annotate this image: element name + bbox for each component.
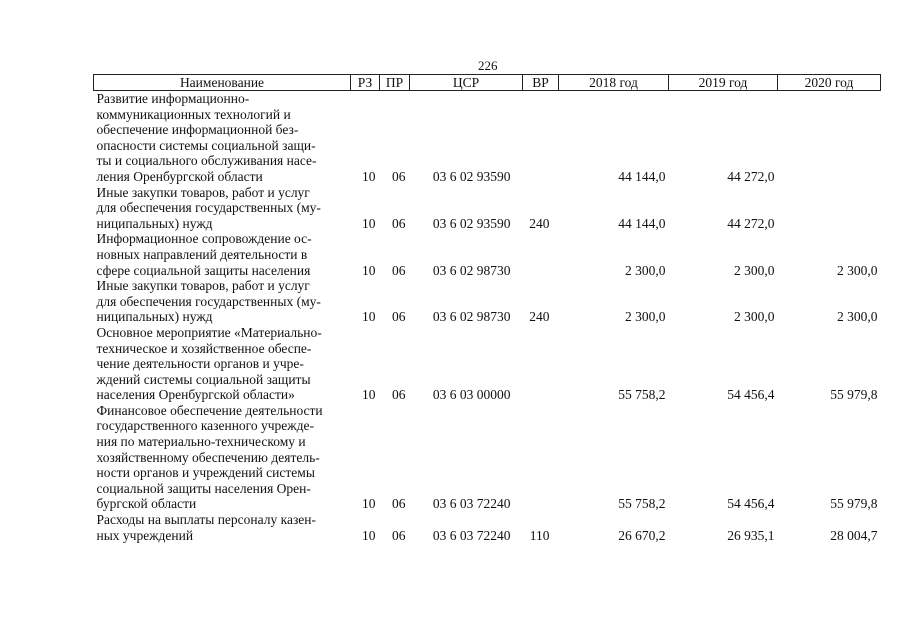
row-name-line: чение деятельности органов и учре- xyxy=(96,356,304,372)
row-2020: 2 300,0 xyxy=(837,262,878,278)
row-name-line: государственного казенного учрежде- xyxy=(96,418,314,434)
row-name-line: Основное мероприятие «Материально- xyxy=(96,324,322,340)
row-csr: 03 6 02 93590 xyxy=(432,168,511,184)
row-rz: 10 xyxy=(362,496,376,512)
row-2019: 44 272,0 xyxy=(727,168,775,184)
table-row xyxy=(94,231,881,278)
row-csr: 03 6 02 98730 xyxy=(432,262,511,278)
row-pr: 06 xyxy=(392,387,406,403)
row-name-line: Иные закупки товаров, работ и услуг xyxy=(96,184,310,200)
table-body xyxy=(94,91,881,544)
row-2019: 54 456,4 xyxy=(727,387,775,403)
row-pr: 06 xyxy=(392,527,406,543)
row-name-line: коммуникационных технологий и xyxy=(96,106,291,122)
row-name-line: Информационное сопровождение ос- xyxy=(96,231,312,247)
row-2020 xyxy=(778,185,881,232)
row-pr: 06 xyxy=(392,262,406,278)
row-rz: 10 xyxy=(362,168,376,184)
row-name-line: хозяйственному обеспечению деятель- xyxy=(96,449,320,465)
row-name-line: техническое и хозяйственное обеспе- xyxy=(96,340,312,356)
header-pr: ПР xyxy=(380,75,410,91)
row-name-line: ных учреждений xyxy=(96,527,194,543)
table-row xyxy=(94,403,881,512)
row-name-line: опасности системы социальной защи- xyxy=(96,137,316,153)
row-name-line: ления Оренбургской области xyxy=(96,168,263,184)
row-name-line: населения Оренбургской области» xyxy=(96,387,295,403)
row-pr: 06 xyxy=(392,168,406,184)
row-name-line: ждений системы социальной защиты xyxy=(96,371,311,387)
row-vr: 240 xyxy=(529,309,550,325)
row-2019: 2 300,0 xyxy=(734,309,775,325)
header-csr: ЦСР xyxy=(410,75,523,91)
row-name xyxy=(94,512,351,543)
row-name-line: ния по материально-техническому и xyxy=(96,434,306,450)
header-2020: 2020 год xyxy=(778,75,881,91)
row-2020: 55 979,8 xyxy=(830,496,878,512)
row-name-line: Иные закупки товаров, работ и услуг xyxy=(96,278,310,294)
header-2019: 2019 год xyxy=(669,75,778,91)
header-rz: РЗ xyxy=(351,75,380,91)
row-vr xyxy=(523,231,559,278)
row-rz: 10 xyxy=(362,309,376,325)
row-2018: 44 144,0 xyxy=(618,168,666,184)
row-name-line: для обеспечения государственных (му- xyxy=(96,200,321,216)
row-2020: 2 300,0 xyxy=(837,309,878,325)
row-2018: 55 758,2 xyxy=(618,387,666,403)
row-csr: 03 6 02 98730 xyxy=(432,309,511,325)
row-csr: 03 6 02 93590 xyxy=(432,215,511,231)
row-pr: 06 xyxy=(392,215,406,231)
row-name xyxy=(94,278,351,325)
row-pr: 06 xyxy=(392,496,406,512)
row-name-line: бургской области xyxy=(96,496,197,512)
row-name-line: обеспечение информационной без- xyxy=(96,122,299,138)
row-name xyxy=(94,91,351,185)
row-pr: 06 xyxy=(392,309,406,325)
row-2018: 26 670,2 xyxy=(618,527,666,543)
row-2019: 2 300,0 xyxy=(734,262,775,278)
row-rz: 10 xyxy=(362,527,376,543)
row-2020 xyxy=(778,91,881,185)
row-vr: 240 xyxy=(529,215,550,231)
row-2019: 54 456,4 xyxy=(727,496,775,512)
row-name-line: новных направлений деятельности в xyxy=(96,246,308,262)
row-name-line: ниципальных) нужд xyxy=(96,309,213,325)
row-name-line: Развитие информационно- xyxy=(96,91,250,106)
row-name xyxy=(94,231,351,278)
header-2018: 2018 год xyxy=(559,75,669,91)
row-2019: 26 935,1 xyxy=(727,527,775,543)
table-row xyxy=(94,278,881,325)
table-row xyxy=(94,512,881,543)
row-vr xyxy=(523,91,559,185)
row-name-line: Расходы на выплаты персоналу казен- xyxy=(96,512,317,528)
row-2018: 55 758,2 xyxy=(618,496,666,512)
row-vr: 110 xyxy=(529,527,550,543)
row-name-line: ты и социального обслуживания насе- xyxy=(96,153,317,169)
row-rz: 10 xyxy=(362,262,376,278)
page-number: 226 xyxy=(478,58,498,73)
table-row xyxy=(94,91,881,185)
header-vr: ВР xyxy=(523,75,559,91)
row-csr: 03 6 03 72240 xyxy=(432,496,511,512)
row-rz: 10 xyxy=(362,215,376,231)
row-name-line: ниципальных) нужд xyxy=(96,215,213,231)
row-vr xyxy=(523,325,559,403)
budget-table xyxy=(93,74,881,543)
row-name xyxy=(94,403,351,512)
row-2018: 2 300,0 xyxy=(625,309,666,325)
table-row xyxy=(94,325,881,403)
row-name xyxy=(94,185,351,232)
header-name: Наименование xyxy=(94,75,351,91)
row-rz: 10 xyxy=(362,387,376,403)
row-name-line: ности органов и учреждений системы xyxy=(96,465,315,481)
row-name xyxy=(94,325,351,403)
row-csr: 03 6 03 72240 xyxy=(432,527,511,543)
row-name-line: Финансовое обеспечение деятельности xyxy=(96,402,323,418)
row-vr xyxy=(523,403,559,512)
row-name-line: для обеспечения государственных (му- xyxy=(96,293,321,309)
table-header xyxy=(94,75,881,91)
row-2018: 2 300,0 xyxy=(625,262,666,278)
row-name-line: сфере социальной защиты населения xyxy=(96,262,311,278)
row-2018: 44 144,0 xyxy=(618,215,666,231)
row-name-line: социальной защиты населения Орен- xyxy=(96,480,311,496)
row-2019: 44 272,0 xyxy=(727,215,775,231)
row-2020: 55 979,8 xyxy=(830,387,878,403)
table-row xyxy=(94,185,881,232)
row-csr: 03 6 03 00000 xyxy=(432,387,511,403)
row-2020: 28 004,7 xyxy=(830,527,878,543)
